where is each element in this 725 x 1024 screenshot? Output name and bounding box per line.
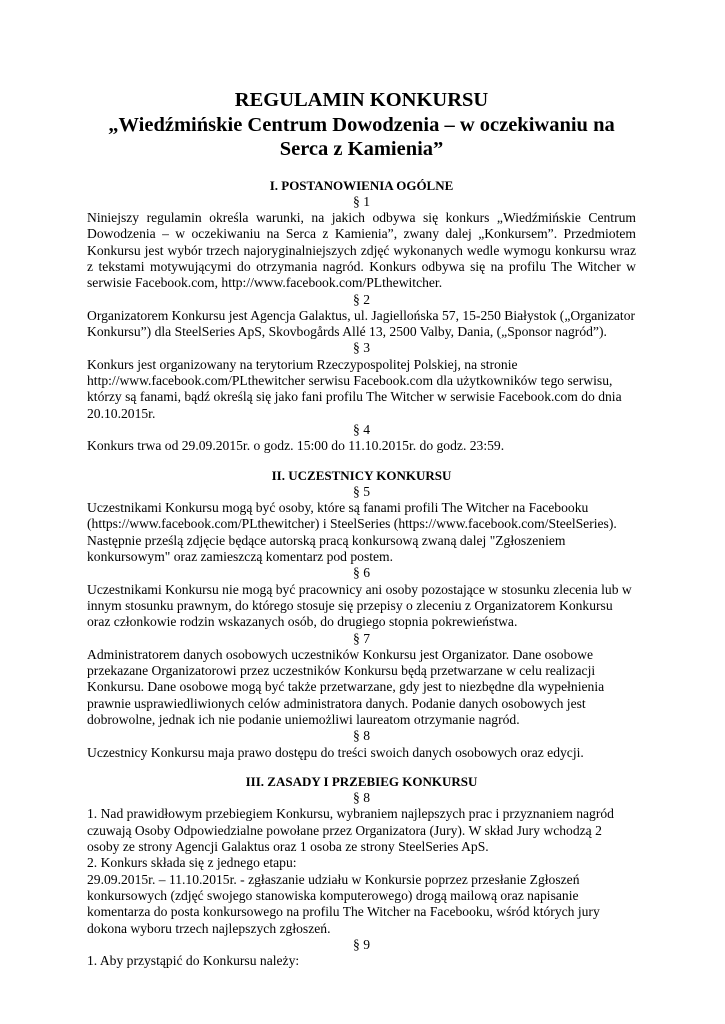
paragraph-mark: § 1	[353, 193, 370, 209]
paragraph-text: 29.09.2015r. – 11.10.2015r. - zgłaszanie udziału w Konkursie poprzez przesłanie Zgłoszeń konkursowych (zdjęć swojego stanowiska komputerowego) drogą mailową oraz napisanie komentarza do posta konkursowego na profilu The Witcher na Facebooku, wśród których jury dokona wyboru trzech najlepszych zgłoszeń.	[87, 871, 600, 936]
section-spacer	[87, 455, 636, 468]
paragraph-text: Uczestnikami Konkursu mogą być osoby, które są fanami profili The Witcher na Facebooku (https://www.facebook.com/PLthewitcher) i SteelSeries (https://www.facebook.com/SteelSeries). Następnie prześlą zdjęcie będące autorską pracą konkursową zwaną dalej "Zgłoszeniem konkursowym" oraz zamieszczą komentarz pod postem.	[87, 500, 617, 565]
paragraph-text: Konkurs jest organizowany na terytorium Rzeczypospolitej Polskiej, na stronie http://www.facebook.com/PLthewitcher serwisu Facebook.com dla użytkowników tego serwisu, którzy są fanami, bądź określą się jako fani profilu The Witcher w serwisie Facebook.com do dnia 20.10.2015r.	[87, 356, 622, 421]
paragraph-text: 1. Aby przystąpić do Konkursu należy:	[87, 953, 300, 969]
paragraph-mark: § 2	[353, 291, 370, 307]
paragraph-mark: § 5	[353, 483, 370, 499]
paragraph-text: Administratorem danych osobowych uczestników Konkursu jest Organizator. Dane osobowe przekazane Organizatorowi przez uczestników Konkursu będą przetwarzane w celu realizacji Konkursu. Dane osobowe mogą być także przetwarzane, gdy jest to niezbędne dla wypełnienia prawnie usprawiedliwionych celów administratora danych. Podanie danych osobowych jest dobrowolne, jednak ich nie podanie uniemożliwi laureatom otrzymanie nagród.	[87, 646, 605, 727]
document-title	[87, 88, 636, 162]
paragraph-mark: § 4	[353, 421, 370, 437]
paragraph-mark: § 3	[353, 340, 370, 356]
section-heading-rules: III. ZASADY I PRZEBIEG KONKURSU	[245, 773, 478, 789]
title-line-1: REGULAMIN KONKURSU	[234, 89, 489, 111]
paragraph-text: 2. Konkurs składa się z jednego etapu:	[87, 855, 297, 871]
paragraph-mark: § 9	[353, 936, 370, 952]
paragraph-mark: § 8	[353, 728, 370, 744]
section-heading-participants: II. UCZESTNICY KONKURSU	[271, 467, 452, 483]
paragraph-text: Niniejszy regulamin określa warunki, na jakich odbywa się konkurs „Wiedźmińskie Centrum Dowodzenia – w oczekiwaniu na Serca z Kamienia”, zwany dalej „Konkursem”. Przedmiotem Konkursu jest wybór trzech najoryginalniejszych zdjęć wykonanych wedle wymogu konkursu wraz z tekstami motywującymi do otrzymania nagród. Konkurs odbywa się na profilu The Witcher w serwisie Facebook.com, http://www.facebook.com/PLthewitcher.	[87, 210, 636, 291]
paragraph-text: Konkurs trwa od 29.09.2015r. o godz. 15:00 do 11.10.2015r. do godz. 23:59.	[87, 438, 505, 454]
title-line-2: „Wiedźmińskie Centrum Dowodzenia – w oczekiwaniu na	[108, 113, 615, 136]
paragraph-text: 1. Nad prawidłowym przebiegiem Konkursu, wybraniem najlepszych prac i przyznaniem nagród czuwają Osoby Odpowiedzialne powołane przez Organizatora (Jury). W skład Jury wchodzą 2 osoby ze strony Agencji Galaktus oraz 1 osoba ze strony SteelSeries ApS.	[87, 806, 614, 855]
paragraph-mark: § 7	[353, 630, 370, 646]
paragraph-text: Uczestnicy Konkursu maja prawo dostępu do treści swoich danych osobowych oraz edycji.	[87, 744, 584, 760]
section-heading-general: I. POSTANOWIENIA OGÓLNE	[269, 177, 454, 193]
paragraph-text: Organizatorem Konkursu jest Agencja Galaktus, ul. Jagiellońska 57, 15-250 Białystok („Organizator Konkursu”) dla SteelSeries ApS, Skovbogårds Allé 13, 2500 Valby, Dania, („Sponsor nagród”).	[87, 307, 636, 340]
paragraph-mark: § 6	[353, 565, 370, 581]
section-spacer	[87, 761, 636, 774]
paragraph-mark: § 8	[353, 790, 370, 806]
title-line-3: Serca z Kamienia”	[279, 138, 444, 160]
paragraph-text: Uczestnikami Konkursu nie mogą być pracownicy ani osoby pozostające w stosunku zlecenia lub w innym stosunku prawnym, do którego stosuje się przepisy o zleceniu z Organizatorem Konkursu oraz członkowie rodzin wskazanych osób, do drugiego stopnia pokrewieństwa.	[87, 581, 632, 630]
